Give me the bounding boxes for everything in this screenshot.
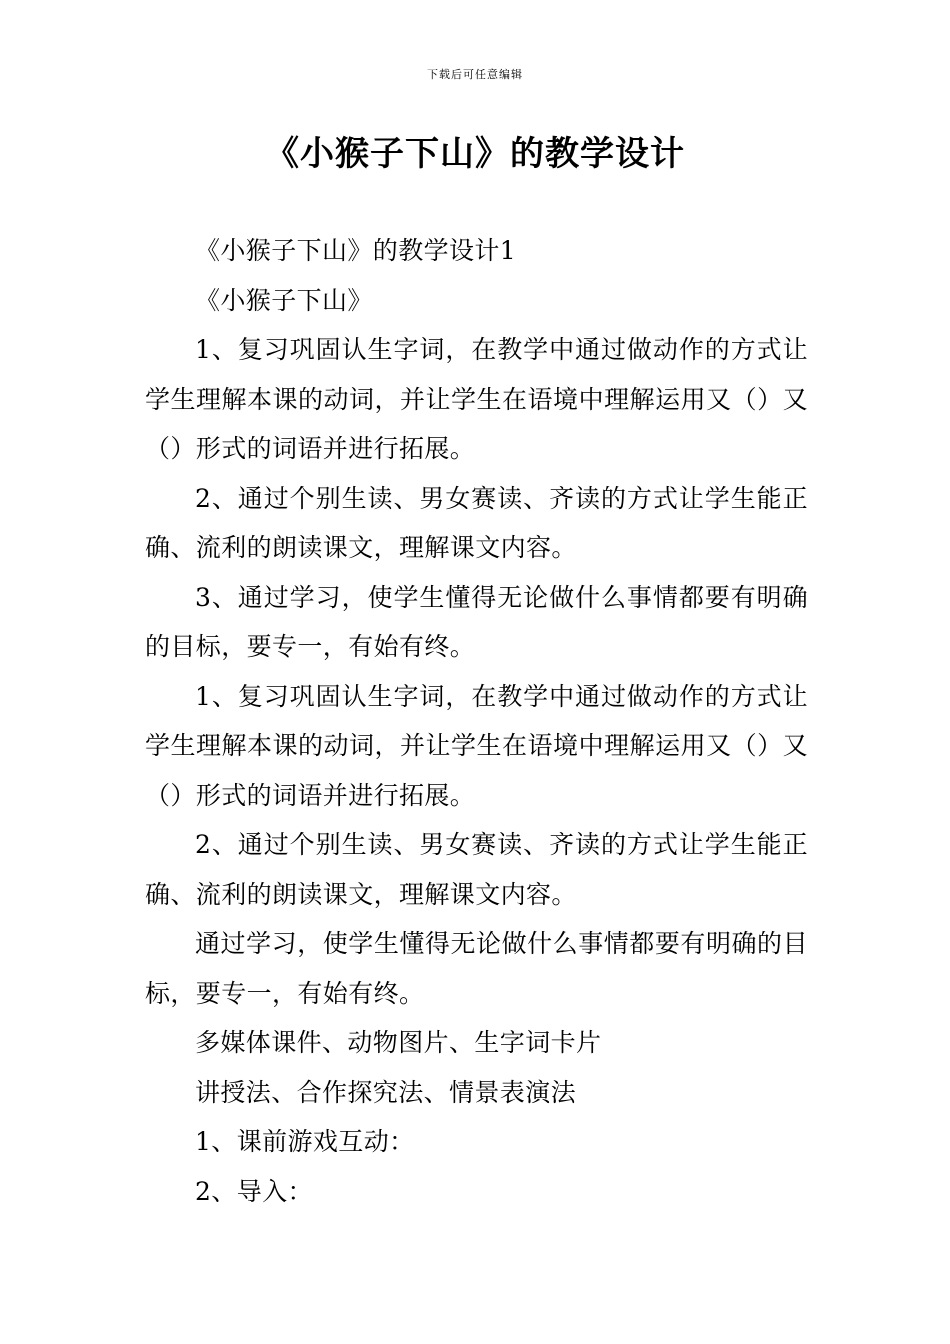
difficulty-paragraph: 通过学习，使学生懂得无论做什么事情都要有明确的目标，要专一，有始有终。 bbox=[145, 929, 808, 1008]
header-note: 下载后可任意编辑 bbox=[427, 68, 523, 81]
objective-paragraph: 1、复习巩固认生字词，在教学中通过做动作的方式让学生理解本课的动词，并让学生在语境中理解运用又（）又（）形式的词语并进行拓展。 bbox=[145, 335, 808, 463]
materials-paragraph: 多媒体课件、动物图片、生字词卡片 bbox=[195, 1028, 602, 1057]
step-paragraph: 2、导入： bbox=[195, 1176, 313, 1206]
section-heading: 《小猴子下山》的教学设计1 bbox=[195, 236, 517, 265]
methods-paragraph: 讲授法、合作探究法、情景表演法 bbox=[195, 1077, 577, 1107]
key-point-paragraph: 2、通过个别生读、男女赛读、齐读的方式让学生能正确、流利的朗读课文，理解课文内容。 bbox=[145, 830, 808, 909]
objective-paragraph: 2、通过个别生读、男女赛读、齐读的方式让学生能正确、流利的朗读课文，理解课文内容。 bbox=[145, 483, 808, 562]
step-paragraph: 1、课前游戏互动： bbox=[195, 1127, 415, 1156]
document-body bbox=[145, 226, 808, 1216]
lesson-title: 《小猴子下山》 bbox=[195, 285, 373, 315]
objective-paragraph: 3、通过学习，使学生懂得无论做什么事情都要有明确的目标，要专一，有始有终。 bbox=[145, 582, 808, 661]
document-title: 《小猴子下山》的教学设计 bbox=[265, 134, 685, 174]
key-point-paragraph: 1、复习巩固认生字词，在教学中通过做动作的方式让学生理解本课的动词，并让学生在语境中理解运用又（）又（）形式的词语并进行拓展。 bbox=[145, 681, 808, 810]
